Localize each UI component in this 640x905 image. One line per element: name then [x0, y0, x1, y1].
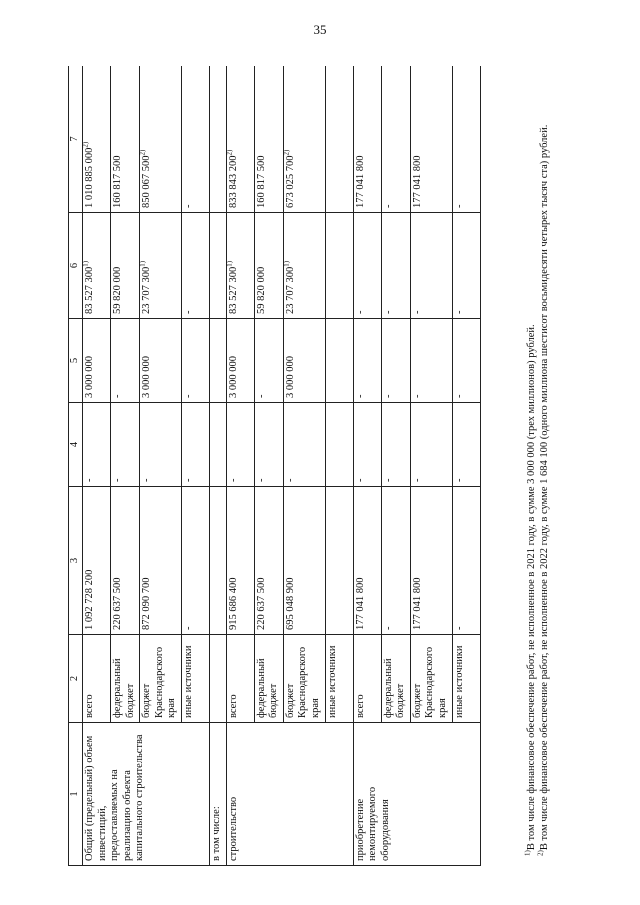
total-investment-value-c5: - — [111, 319, 140, 403]
construction-value-c3: 220 637 500 — [254, 487, 283, 635]
total-investment-value-c4: - — [182, 403, 210, 487]
construction-value-c6 — [226, 213, 254, 319]
construction-title: строительство — [226, 723, 353, 866]
total-investment-value-c3: 220 637 500 — [111, 487, 140, 635]
construction-value-c5: 3 000 000 — [226, 319, 254, 403]
construction-value-c3: 915 686 400 — [226, 487, 254, 635]
value-text: 177 041 800 — [411, 155, 423, 208]
equipment-title: приобретение немонтируемого оборудования — [353, 723, 480, 866]
total-investment-source-label: всего — [83, 635, 111, 723]
equipment-source-label: всего — [353, 635, 381, 723]
value-text: 673 025 700 — [284, 155, 296, 208]
total-investment-value-c6 — [140, 213, 182, 319]
header-col-2: 2 — [69, 635, 83, 723]
construction-value-c6 — [254, 213, 283, 319]
construction-value-c5 — [325, 319, 353, 403]
construction-value-c6 — [283, 213, 325, 319]
construction-source-label: всего — [226, 635, 254, 723]
equipment-value-c7 — [381, 66, 410, 213]
empty-cell — [210, 635, 227, 723]
value-text: - — [382, 310, 394, 314]
footnote-2-text: В том числе финансовое обеспечение работ, не исполненное в 2022 году, в сумме 1 684 100 (одного миллиона шестисот восьмидесяти четырех тысяч ста) рублей. — [538, 124, 550, 851]
header-col-4: 4 — [69, 403, 83, 487]
equipment-value-c7 — [410, 66, 452, 213]
header-col-5: 5 — [69, 319, 83, 403]
equipment-value-c4: - — [381, 403, 410, 487]
equipment-value-c6 — [452, 213, 480, 319]
header-col-6: 6 — [69, 213, 83, 319]
equipment-value-c4: - — [353, 403, 381, 487]
value-text: 83 527 300 — [227, 266, 239, 314]
equipment-value-c5: - — [353, 319, 381, 403]
construction-value-c3: 695 048 900 — [283, 487, 325, 635]
construction-source-label: иные источники — [325, 635, 353, 723]
empty-cell — [210, 487, 227, 635]
equipment-value-c5: - — [410, 319, 452, 403]
footnote-ref: 1) — [138, 260, 147, 267]
value-text: 160 817 500 — [255, 155, 267, 208]
total-investment-value-c6 — [182, 213, 210, 319]
table-header — [69, 66, 83, 866]
footnotes — [523, 66, 551, 866]
header-col-7: 7 — [69, 66, 83, 213]
investment-table — [68, 66, 481, 866]
value-text: 833 843 200 — [227, 155, 239, 208]
footnote-1-text: В том числе финансовое обеспечение работ, не исполненное в 2021 году, в сумме 3 000 000 (трех миллионов) рублей. — [526, 324, 537, 851]
equipment-source-label: бюджет Краснодарского края — [410, 635, 452, 723]
construction-row — [226, 66, 254, 866]
total-investment-source-label: бюджет Краснодарского края — [140, 635, 182, 723]
footnote-1-mark: 1) — [523, 850, 532, 856]
total-investment-value-c7 — [182, 66, 210, 213]
total-investment-value-c4: - — [111, 403, 140, 487]
footnote-ref: 1) — [81, 260, 90, 267]
total-investment-value-c3: 1 092 728 200 — [83, 487, 111, 635]
equipment-value-c3: - — [452, 487, 480, 635]
equipment-value-c6 — [353, 213, 381, 319]
value-text: 23 707 300 — [284, 266, 296, 314]
total-investment-value-c6 — [83, 213, 111, 319]
empty-cell — [210, 319, 227, 403]
equipment-row — [353, 66, 381, 866]
value-text: - — [411, 310, 423, 314]
construction-value-c7 — [254, 66, 283, 213]
construction-source-label: федеральный бюджет — [254, 635, 283, 723]
total-investment-value-c7 — [140, 66, 182, 213]
equipment-value-c6 — [381, 213, 410, 319]
total-investment-source-label: федеральный бюджет — [111, 635, 140, 723]
empty-cell — [210, 403, 227, 487]
construction-value-c3 — [325, 487, 353, 635]
value-text: 83 527 300 — [84, 266, 95, 314]
page-number: 35 — [313, 22, 327, 37]
value-text: 1 010 885 000 — [84, 147, 95, 208]
total-investment-value-c3: - — [182, 487, 210, 635]
total-investment-value-c7 — [111, 66, 140, 213]
equipment-value-c3: - — [381, 487, 410, 635]
construction-value-c7 — [325, 66, 353, 213]
footnote-2-mark: 2) — [536, 850, 544, 856]
footnote-ref: 2) — [282, 149, 290, 156]
value-text: - — [453, 310, 465, 314]
value-text: 23 707 300 — [141, 266, 152, 314]
value-text: - — [183, 204, 194, 208]
equipment-value-c5: - — [452, 319, 480, 403]
total-investment-value-c5: - — [182, 319, 210, 403]
value-text: - — [382, 204, 394, 208]
value-text: 59 820 000 — [112, 266, 123, 314]
construction-value-c7 — [283, 66, 325, 213]
construction-value-c4 — [325, 403, 353, 487]
footnote-ref: 1) — [225, 260, 233, 267]
total-investment-row — [83, 66, 111, 866]
construction-value-c5: - — [254, 319, 283, 403]
construction-source-label: бюджет Краснодарского края — [283, 635, 325, 723]
value-text: - — [354, 310, 366, 314]
empty-cell — [210, 213, 227, 319]
in-that-number-label: в том числе: — [210, 723, 227, 866]
equipment-value-c3: 177 041 800 — [353, 487, 381, 635]
header-col-1: 1 — [69, 723, 83, 866]
total-investment-title: Общий (предельный) объем инвестиций, предоставляемых на реализацию объекта капитального строительства — [83, 723, 210, 866]
construction-value-c4: - — [254, 403, 283, 487]
construction-value-c7 — [226, 66, 254, 213]
value-text: 59 820 000 — [255, 266, 267, 314]
footnote-ref: 2) — [225, 149, 233, 156]
empty-cell — [210, 66, 227, 213]
footnote-2 — [536, 66, 552, 866]
in-that-number-row — [210, 66, 227, 866]
equipment-value-c6 — [410, 213, 452, 319]
total-investment-value-c7 — [83, 66, 111, 213]
total-investment-source-label: иные источники — [182, 635, 210, 723]
equipment-source-label: федеральный бюджет — [381, 635, 410, 723]
footnote-1 — [523, 66, 539, 866]
value-text: 160 817 500 — [112, 155, 123, 208]
equipment-value-c7 — [353, 66, 381, 213]
total-investment-value-c4: - — [83, 403, 111, 487]
equipment-value-c7 — [452, 66, 480, 213]
total-investment-value-c4: - — [140, 403, 182, 487]
footnote-ref: 2) — [81, 141, 90, 148]
construction-value-c6 — [325, 213, 353, 319]
equipment-value-c4: - — [410, 403, 452, 487]
table-body — [83, 66, 481, 866]
value-text: 177 041 800 — [354, 155, 366, 208]
construction-value-c4: - — [226, 403, 254, 487]
header-col-3: 3 — [69, 487, 83, 635]
value-text: 850 067 500 — [141, 155, 152, 208]
rotated-page-content — [68, 66, 573, 866]
construction-value-c5: 3 000 000 — [283, 319, 325, 403]
footnote-ref: 1) — [282, 260, 290, 267]
header-row — [69, 66, 83, 866]
equipment-value-c4: - — [452, 403, 480, 487]
value-text: - — [183, 310, 194, 314]
total-investment-value-c5: 3 000 000 — [83, 319, 111, 403]
total-investment-value-c3: 872 090 700 — [140, 487, 182, 635]
equipment-value-c5: - — [381, 319, 410, 403]
construction-value-c4: - — [283, 403, 325, 487]
equipment-source-label: иные источники — [452, 635, 480, 723]
footnote-ref: 2) — [138, 149, 147, 156]
value-text: - — [453, 204, 465, 208]
total-investment-value-c6 — [111, 213, 140, 319]
total-investment-value-c5: 3 000 000 — [140, 319, 182, 403]
equipment-value-c3: 177 041 800 — [410, 487, 452, 635]
